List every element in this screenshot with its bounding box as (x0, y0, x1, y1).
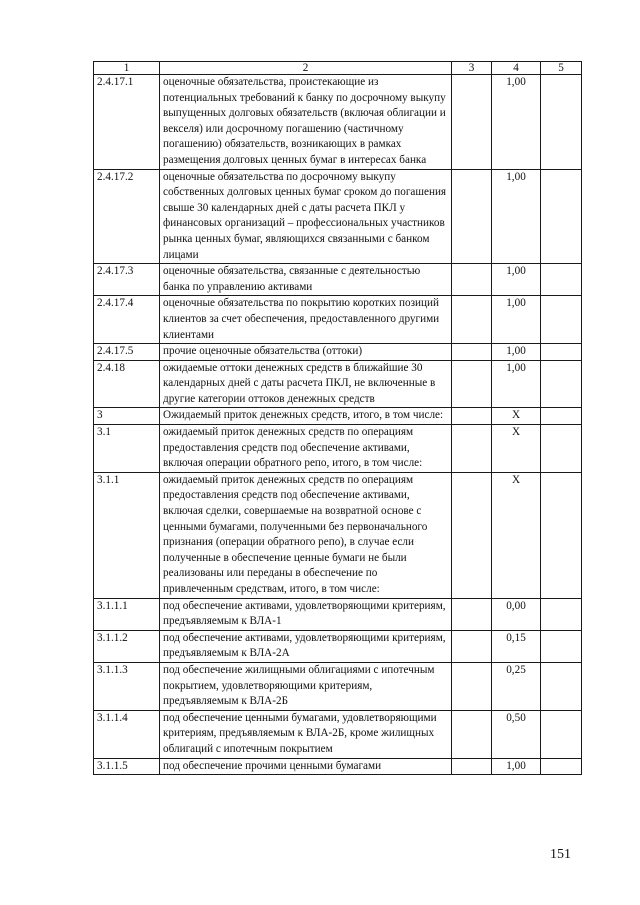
table-row (94, 344, 582, 361)
row-code: 2.4.18 (94, 360, 160, 408)
table-row (94, 296, 582, 344)
row-col3-value (452, 75, 492, 170)
row-col5-value (541, 758, 582, 775)
row-coefficient: Х (492, 408, 541, 425)
row-col3-value (452, 758, 492, 775)
row-description: прочие оценочные обязательства (оттоки) (160, 344, 452, 361)
row-coefficient: 1,00 (492, 169, 541, 264)
row-col5-value (541, 598, 582, 630)
row-col3-value (452, 408, 492, 425)
col-header-3: 3 (452, 62, 492, 75)
table-row (94, 75, 582, 170)
table-row (94, 264, 582, 296)
row-description: оценочные обязательства, связанные с деятельностью банка по управлению активами (160, 264, 452, 296)
row-col3-value (452, 360, 492, 408)
row-col5-value (541, 75, 582, 170)
table-row (94, 408, 582, 425)
table-row (94, 169, 582, 264)
row-code: 3 (94, 408, 160, 425)
row-col3-value (452, 296, 492, 344)
col-header-5: 5 (541, 62, 582, 75)
row-col5-value (541, 360, 582, 408)
row-col5-value (541, 169, 582, 264)
row-code: 3.1.1.3 (94, 662, 160, 710)
col-header-1: 1 (94, 62, 160, 75)
row-col3-value (452, 169, 492, 264)
row-col5-value (541, 425, 582, 473)
row-description: ожидаемые оттоки денежных средств в ближайшие 30 календарных дней с даты расчета ПКЛ, не включенные в другие категории оттоков денежных средств (160, 360, 452, 408)
row-code: 2.4.17.4 (94, 296, 160, 344)
row-col5-value (541, 264, 582, 296)
coefficients-table (93, 61, 582, 775)
table-row (94, 630, 582, 662)
row-col3-value (452, 662, 492, 710)
table-row (94, 425, 582, 473)
row-description: оценочные обязательства, проистекающие из потенциальных требований к банку по досрочному выкупу выпущенных долговых обязательств (включая облигации и векселя) или досрочному погашению (частичному погашению) обязательств, возникающих в рамках размещения долговых ценных бумаг в интересах банка (160, 75, 452, 170)
row-col5-value (541, 710, 582, 758)
row-code: 3.1 (94, 425, 160, 473)
row-col5-value (541, 296, 582, 344)
row-coefficient: 1,00 (492, 360, 541, 408)
row-coefficient: 1,00 (492, 75, 541, 170)
table-row (94, 662, 582, 710)
row-description: ожидаемый приток денежных средств по операциям предоставления средств под обеспечение активами, включая операции обратного репо, итого, в том числе: (160, 425, 452, 473)
table-row (94, 758, 582, 775)
row-code: 2.4.17.1 (94, 75, 160, 170)
row-description: оценочные обязательства по покрытию коротких позиций клиентов за счет обеспечения, предоставленного другими клиентами (160, 296, 452, 344)
row-col3-value (452, 425, 492, 473)
row-description: под обеспечение жилищными облигациями с ипотечным покрытием, удовлетворяющими критериям, предъявляемым к ВЛА-2Б (160, 662, 452, 710)
row-code: 3.1.1 (94, 472, 160, 598)
row-col3-value (452, 710, 492, 758)
row-coefficient: 0,00 (492, 598, 541, 630)
col-header-2: 2 (160, 62, 452, 75)
table-row (94, 472, 582, 598)
row-description: оценочные обязательства по досрочному выкупу собственных долговых ценных бумаг сроком до погашения свыше 30 календарных дней с даты расчета ПКЛ у финансовых организаций – профессиональных участников рынка ценных бумаг, являющихся связанными с банком лицами (160, 169, 452, 264)
row-col3-value (452, 264, 492, 296)
row-code: 2.4.17.2 (94, 169, 160, 264)
row-code: 3.1.1.4 (94, 710, 160, 758)
row-coefficient: Х (492, 472, 541, 598)
row-description: под обеспечение активами, удовлетворяющими критериям, предъявляемым к ВЛА-1 (160, 598, 452, 630)
header-row (94, 62, 582, 75)
row-coefficient: 1,00 (492, 264, 541, 296)
row-col5-value (541, 408, 582, 425)
row-coefficient: 1,00 (492, 296, 541, 344)
page-number: 151 (550, 847, 571, 862)
row-col5-value (541, 662, 582, 710)
row-description: ожидаемый приток денежных средств по операциям предоставления средств под обеспечение активами, включая сделки, совершаемые на возвратной основе с ценными бумагами, полученными без первоначального признания (операции обратного репо), в случае если полученные в обеспечение ценные бумаги не были реализованы или переданы в обеспечение по привлеченным средствам, итого, в том числе: (160, 472, 452, 598)
row-coefficient: Х (492, 425, 541, 473)
row-code: 2.4.17.3 (94, 264, 160, 296)
row-col5-value (541, 344, 582, 361)
col-header-4: 4 (492, 62, 541, 75)
row-code: 3.1.1.1 (94, 598, 160, 630)
row-code: 2.4.17.5 (94, 344, 160, 361)
row-col5-value (541, 630, 582, 662)
row-col3-value (452, 598, 492, 630)
table-row (94, 598, 582, 630)
row-coefficient: 0,15 (492, 630, 541, 662)
row-description: Ожидаемый приток денежных средств, итого, в том числе: (160, 408, 452, 425)
row-description: под обеспечение ценными бумагами, удовлетворяющими критериям, предъявляемым к ВЛА-2Б, кроме жилищных облигаций с ипотечным покрытием (160, 710, 452, 758)
row-col3-value (452, 630, 492, 662)
row-coefficient: 1,00 (492, 758, 541, 775)
row-col3-value (452, 344, 492, 361)
table-row (94, 360, 582, 408)
row-coefficient: 0,25 (492, 662, 541, 710)
row-coefficient: 1,00 (492, 344, 541, 361)
row-code: 3.1.1.5 (94, 758, 160, 775)
row-description: под обеспечение активами, удовлетворяющими критериям, предъявляемым к ВЛА-2А (160, 630, 452, 662)
row-code: 3.1.1.2 (94, 630, 160, 662)
row-coefficient: 0,50 (492, 710, 541, 758)
row-col3-value (452, 472, 492, 598)
row-description: под обеспечение прочими ценными бумагами (160, 758, 452, 775)
table-row (94, 710, 582, 758)
row-col5-value (541, 472, 582, 598)
